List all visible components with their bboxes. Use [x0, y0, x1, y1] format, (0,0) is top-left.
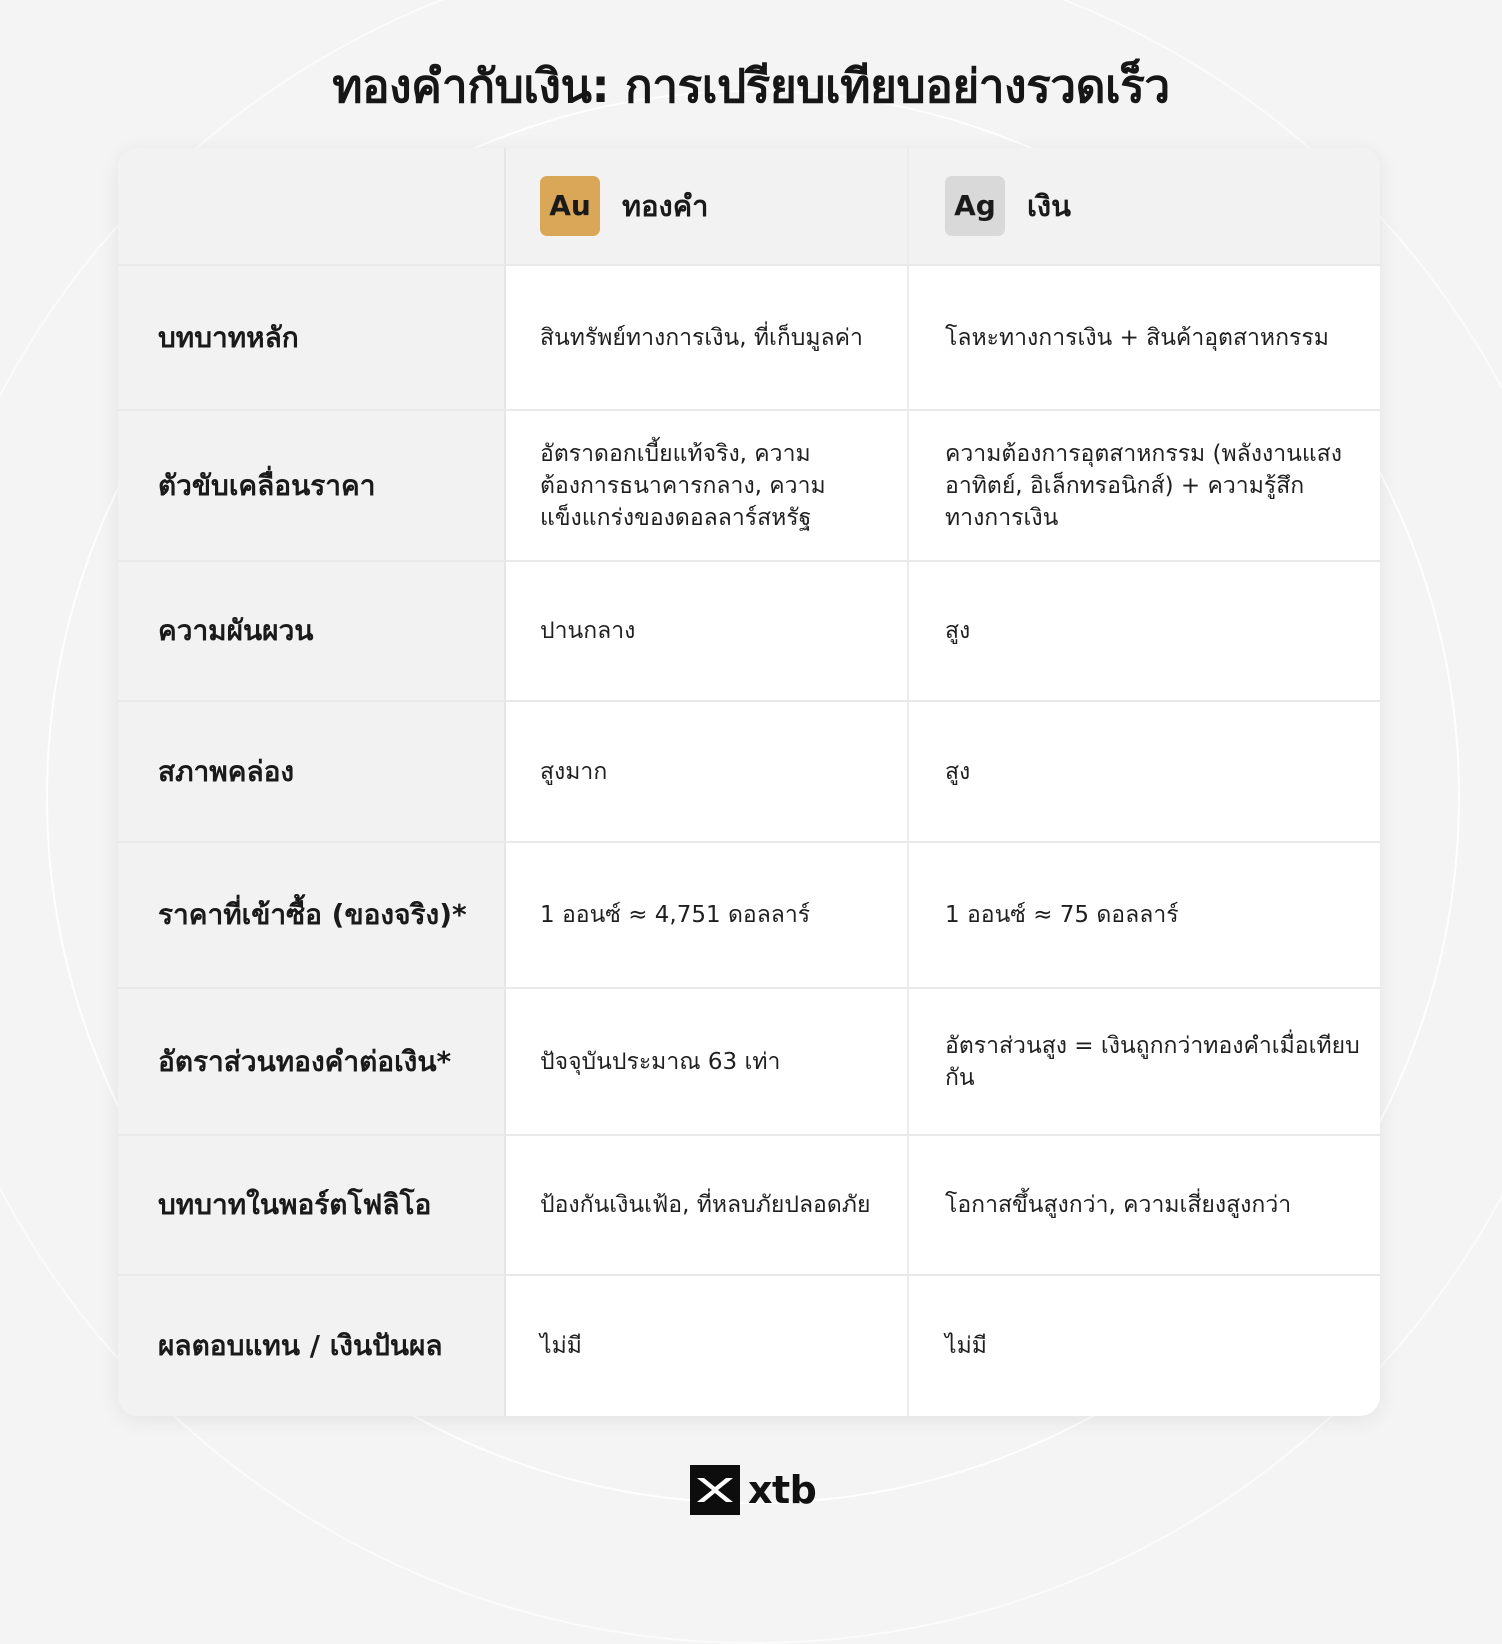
row-label: สภาพคล่อง [118, 702, 506, 841]
silver-value: ไม่มี [945, 1333, 987, 1359]
silver-column-label: เงิน [1027, 189, 1071, 223]
silver-value: สูง [945, 618, 971, 644]
gold-column-label: ทองคำ [622, 189, 709, 223]
xtb-logo [690, 1465, 816, 1515]
page-title: ทองคำกับเงิน: การเปรียบเทียบอย่างรวดเร็ว [332, 59, 1170, 113]
table-row [118, 1136, 1380, 1276]
table-row [118, 989, 1380, 1136]
gold-value: ไม่มี [506, 1276, 909, 1416]
header-gold-cell [506, 148, 909, 264]
table-header-row [118, 148, 1380, 266]
table-row [118, 1276, 1380, 1416]
row-label: อัตราส่วนทองคำต่อเงิน* [118, 989, 506, 1134]
row-label: บทบาทหลัก [118, 266, 506, 409]
silver-value: โอกาสขึ้นสูงกว่า, ความเสี่ยงสูงกว่า [945, 1192, 1292, 1218]
header-silver-cell [909, 148, 1380, 264]
gold-value: 1 ออนซ์ ≈ 4,751 ดอลลาร์ [506, 843, 909, 987]
silver-value: 1 ออนซ์ ≈ 75 ดอลลาร์ [945, 902, 1179, 928]
silver-symbol-badge: Ag [945, 176, 1005, 236]
row-label: ราคาที่เข้าซื้อ (ของจริง)* [118, 843, 506, 987]
table-row [118, 411, 1380, 562]
row-label: บทบาทในพอร์ตโฟลิโอ [118, 1136, 506, 1274]
row-label: ผลตอบแทน / เงินปันผล [118, 1276, 506, 1416]
gold-value: อัตราดอกเบี้ยแท้จริง, ความต้องการธนาคารกลาง, ความแข็งแกร่งของดอลลาร์สหรัฐ [506, 411, 909, 560]
gold-value: ปัจจุบันประมาณ 63 เท่า [506, 989, 909, 1134]
table-row [118, 702, 1380, 843]
xtb-logo-icon [690, 1465, 740, 1515]
table-row [118, 266, 1380, 411]
gold-value: ปานกลาง [506, 562, 909, 700]
silver-value: อัตราส่วนสูง = เงินถูกกว่าทองคำเมื่อเทียบกัน [945, 1032, 1360, 1091]
gold-symbol-badge: Au [540, 176, 600, 236]
gold-value: สูงมาก [506, 702, 909, 841]
gold-value: ป้องกันเงินเฟ้อ, ที่หลบภัยปลอดภัย [506, 1136, 909, 1274]
xtb-logo-text: xtb [748, 1468, 817, 1512]
comparison-table [118, 148, 1380, 1416]
table-row [118, 843, 1380, 989]
row-label: ความผันผวน [118, 562, 506, 700]
gold-value: สินทรัพย์ทางการเงิน, ที่เก็บมูลค่า [506, 266, 909, 409]
header-empty-cell [118, 148, 506, 264]
table-row [118, 562, 1380, 702]
silver-value: โลหะทางการเงิน + สินค้าอุตสาหกรรม [945, 324, 1329, 351]
row-label: ตัวขับเคลื่อนราคา [118, 411, 506, 560]
silver-value: ความต้องการอุตสาหกรรม (พลังงานแสงอาทิตย์, อิเล็กทรอนิกส์) + ความรู้สึกทางการเงิน [945, 440, 1342, 531]
silver-value: สูง [945, 758, 971, 785]
